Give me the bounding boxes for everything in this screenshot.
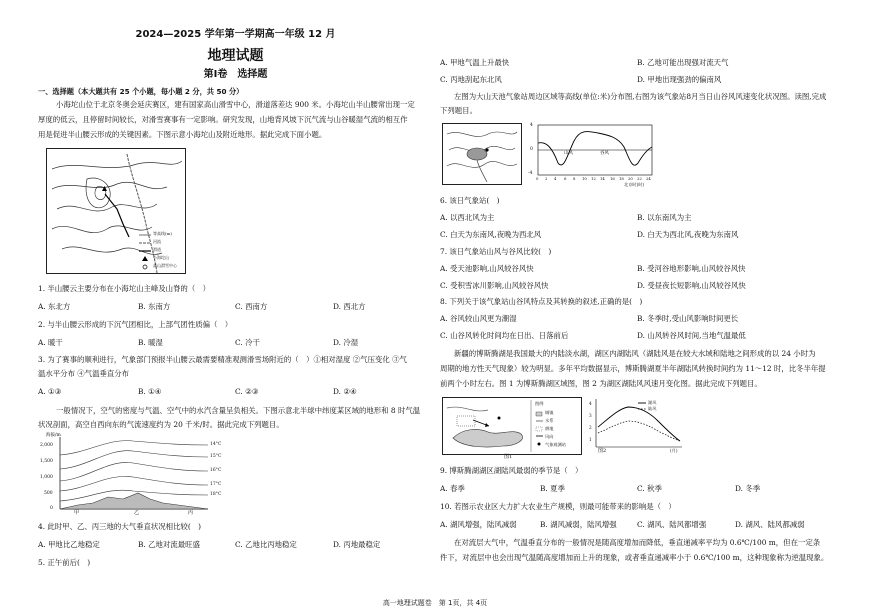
option[interactable]: D. 甲地出现强劲的偏南风 [637, 75, 722, 84]
option[interactable]: A. 以西北风为主 [440, 213, 495, 222]
axis-label: 海拔/m [46, 433, 61, 438]
x-axis-label: (月) [670, 448, 678, 453]
option[interactable]: A. 春季 [440, 484, 465, 493]
legend-label: 湖风 [648, 400, 657, 405]
option[interactable]: B. 以东南风为主 [637, 213, 692, 222]
option[interactable]: B. 冬季时,受山风影响时间更长 [637, 314, 739, 323]
option[interactable]: B. 暖湿 [138, 338, 163, 347]
legend-label: 图例 [535, 401, 544, 406]
tianchi-contour-drawing [443, 124, 521, 184]
option[interactable]: B. 东南方 [138, 302, 171, 311]
question-stem: 1. 半山腰云主要分布在小海坨山主峰及山脊的（ ） [38, 284, 210, 293]
temperature-profile-drawing [38, 433, 238, 518]
option[interactable]: A. 湖风增强，陆风减弱 [440, 520, 517, 529]
intro2-line: 状况剖面，高空自西向东的气流速度约为 20 千米/时。据此完成下列题目。 [38, 420, 284, 429]
option[interactable]: D. ②④ [333, 387, 357, 396]
intro2-line: 一般情况下，空气的密度与气温、空气中的水汽含量呈负相关。下图示意北半球中纬度某区域的地形和 8 时气温 [56, 406, 421, 415]
intro5-line: 在对流层大气中，气温垂直分布的一般情况是随高度增加而降低，垂直递减率平均为 0.6℃/100 m，但在一定条 [454, 538, 821, 547]
option[interactable]: D. 白天为西北风,夜晚为东南风 [637, 230, 739, 239]
wind-label: 谷风 [600, 151, 609, 156]
place-label: 乙 [134, 510, 140, 516]
option[interactable]: B. ①④ [138, 387, 162, 396]
option[interactable]: A. 甲地气温上升最快 [440, 58, 510, 67]
legend-label: 河流 [153, 239, 161, 244]
option[interactable]: C. 山谷风转化时间均在日出、日落前后 [440, 331, 569, 340]
option[interactable]: C. 冷干 [235, 338, 260, 347]
place-label: 丙 [188, 510, 194, 516]
x-tick: 10 [582, 176, 587, 181]
option[interactable]: C. 秋季 [637, 484, 662, 493]
y-tick: 4 [589, 401, 592, 406]
option[interactable]: D. 冷湿 [333, 338, 359, 347]
question-stem: 3. 为了赛事的顺利进行，气象部门预报半山腰云最需要精准观测滑雪场附近的（ ）①相对湿度 ②气压变化 ③气 [38, 355, 407, 364]
option[interactable]: A. 暖干 [38, 338, 63, 347]
legend-label: 气象观测站 [545, 442, 566, 447]
x-tick: 24 [646, 176, 651, 181]
option[interactable]: B. 夏季 [540, 484, 565, 493]
y-tick: -4 [528, 171, 533, 176]
page-footer: 高一地理试题卷 第 1页，共 4页 [382, 599, 488, 607]
option[interactable]: D. 湖风、陆风都减弱 [735, 520, 805, 529]
y-tick: 1,500 [40, 459, 53, 464]
legend-label: 城镇 [545, 410, 554, 415]
legend-label: 等高线(m) [153, 231, 172, 236]
legend-label: 水系 [545, 418, 554, 423]
option[interactable]: A. 受天池影响,山风较谷风快 [440, 264, 534, 273]
isotherm-label: 16°C [210, 468, 222, 473]
figure-caption: 图2 [598, 448, 607, 454]
y-tick: 0 [50, 506, 53, 511]
option[interactable]: B. 乙地可能出现强对流天气 [637, 58, 729, 67]
x-tick: 2 [545, 176, 548, 181]
isotherm-label: 15°C [210, 454, 222, 459]
y-tick: 2,000 [40, 443, 53, 448]
temperature-profile-chart [38, 433, 238, 518]
intro3-line: 下列题目。 [440, 106, 477, 115]
option[interactable]: A. 甲地比乙地稳定 [38, 540, 100, 549]
question-stem: 6. 该日气象站( ) [440, 196, 500, 205]
isotherm-label: 18°C [210, 492, 222, 497]
x-tick: 22 [637, 176, 642, 181]
option[interactable]: D. 西北方 [333, 302, 366, 311]
question-stem: 5. 正午前后( ) [38, 558, 91, 567]
question-stem: 7. 该日气象站山风与谷风比较( ) [440, 247, 552, 256]
figure-caption: 图1 [504, 454, 513, 460]
option[interactable]: C. 湖风、陆风都增强 [637, 520, 707, 529]
wind-label: 山风 [564, 151, 573, 156]
intro4-line: 前两个小时左右。图 1 为博斯腾湖区域图，图 2 为湖区湖陆风风速月变化图。据此完成下列题目。 [440, 379, 762, 388]
lake-land-wind-drawing [586, 397, 686, 455]
y-tick: 500 [44, 491, 53, 496]
option[interactable]: C. 白天为东南风,夜晚为西北风 [440, 230, 542, 239]
x-tick: 16 [610, 176, 615, 181]
isotherm-label: 17°C [210, 482, 222, 487]
y-tick: 1,000 [40, 475, 53, 480]
x-tick: 20 [628, 176, 633, 181]
section-heading: 一、选择题（本大题共有 25 个小题，每小题 2 分，共 50 分） [38, 87, 244, 96]
y-tick: 1 [589, 437, 592, 442]
option[interactable]: C. 西南方 [235, 302, 268, 311]
question-stem: 9. 博斯腾湖湖区湖陆风最弱的季节是（ ） [440, 466, 583, 475]
intro5-line: 件下，对流层中也会出现气温随高度增加而上升的现象，或者垂直递减率小于 0.6℃/100 m，这种现象称为逆温现象。 [440, 553, 829, 562]
y-tick: 0 [530, 147, 533, 152]
option[interactable]: D. 冬季 [735, 484, 761, 493]
valley-wind-chart [528, 123, 658, 189]
volume-title: 第Ⅰ卷 选择题 [203, 69, 268, 80]
option[interactable]: D. 山风转谷风时间,当地气温最低 [637, 331, 746, 340]
intro4-line: 新疆的博斯腾湖是我国最大的内陆淡水湖，湖区内湖陆风（湖陆风是在较大水域和陆地之间形成的以 24 小时为 [454, 349, 816, 358]
option[interactable]: A. ①③ [38, 387, 62, 396]
legend-label: 高山滑雪中心 [153, 263, 177, 268]
question-stem: 10. 若图示农业区大力扩大农业生产规模，则最可能带来的影响是（ ） [440, 502, 676, 511]
isotherm-label: 14°C [210, 442, 222, 447]
page-title: 地理试题 [207, 48, 264, 64]
y-tick: 3 [589, 413, 592, 418]
x-axis-label: 北京时(时) [624, 182, 645, 187]
question-stem: 8. 下列关于该气象站山谷风特点及其转换的叙述,正确的是( ) [440, 297, 643, 306]
option[interactable]: C. ②③ [235, 387, 259, 396]
exam-line: 2024—2025 学年第一学期高一年级 12 月 [135, 29, 336, 40]
question-stem: 2. 与半山腰云形成的下沉气团相比，上部气团性质偏（ ） [38, 320, 233, 329]
intro1-line: 厚度的低云，且停留时间较长，对滑雪赛事有一定影响。研究发现，山地背风坡下沉气流与山谷暖湿气流的相互作 [38, 115, 408, 124]
topographic-map [46, 148, 186, 274]
x-tick: 8 [573, 176, 576, 181]
legend-label: 陆风 [648, 406, 657, 411]
intro1-line: 小海坨山位于北京冬奥会延庆赛区，建有国家高山滑雪中心，滑道落差达 900 米。小海坨山半山腰常出现一定 [56, 100, 415, 109]
intro4-line: 周期的地方性天气现象）较为明显。多年平均数据显示，博斯腾湖夏半年湖陆风转换时间约为 11～12 时，比冬半年提 [440, 364, 826, 373]
bosten-lake-map [442, 397, 582, 455]
x-tick: 0 [536, 176, 539, 181]
place-label: 甲 [74, 510, 80, 516]
legend-label: 耕地 [545, 426, 554, 431]
option[interactable]: A. 东北方 [38, 302, 71, 311]
x-tick: 14 [600, 176, 605, 181]
x-tick: 4 [554, 176, 557, 181]
legend-label: 风向 [545, 434, 554, 439]
option[interactable]: C. 丙地刮起东北风 [440, 75, 502, 84]
y-tick: 4 [530, 123, 533, 128]
x-tick: 6 [564, 176, 567, 181]
legend-label: 滑道 [153, 247, 161, 252]
option[interactable]: B. 湖风减弱，陆风增强 [540, 520, 617, 529]
intro3-line: 左图为大山天池气象站周边区域等高线(单位:米)分布图,右图为该气象站8月当日山谷风风速变化状况图。读图,完成 [454, 92, 827, 101]
lake-land-wind-chart [586, 397, 686, 455]
option[interactable]: D. 丙地最稳定 [333, 540, 381, 549]
tianchi-contour-map [442, 123, 522, 185]
y-tick: 2 [589, 425, 592, 430]
x-tick: 12 [591, 176, 596, 181]
legend-label: 小海坨山 [153, 255, 169, 260]
option[interactable]: C. 受积雪冰川影响,山风较谷风快 [440, 281, 549, 290]
question-stem: 4. 此时甲、乙、丙三地的大气垂直状况相比较( ) [38, 522, 201, 531]
intro1-line: 用是促进半山腰云形成的关键因素。下图示意小海坨山及附近地形。据此完成下面小题。 [38, 130, 327, 139]
question-stem: 温水平分布 ④气温垂直分布 [38, 369, 130, 378]
option[interactable]: B. 受河谷地形影响,山风较谷风快 [637, 264, 746, 273]
option[interactable]: B. 乙地对流最旺盛 [138, 540, 200, 549]
option[interactable]: C. 乙地比丙地稳定 [235, 540, 297, 549]
option[interactable]: D. 受昼夜长短影响,山风较谷风快 [637, 281, 746, 290]
x-tick: 18 [619, 176, 624, 181]
option[interactable]: A. 谷风较山风更为潮湿 [440, 314, 517, 323]
